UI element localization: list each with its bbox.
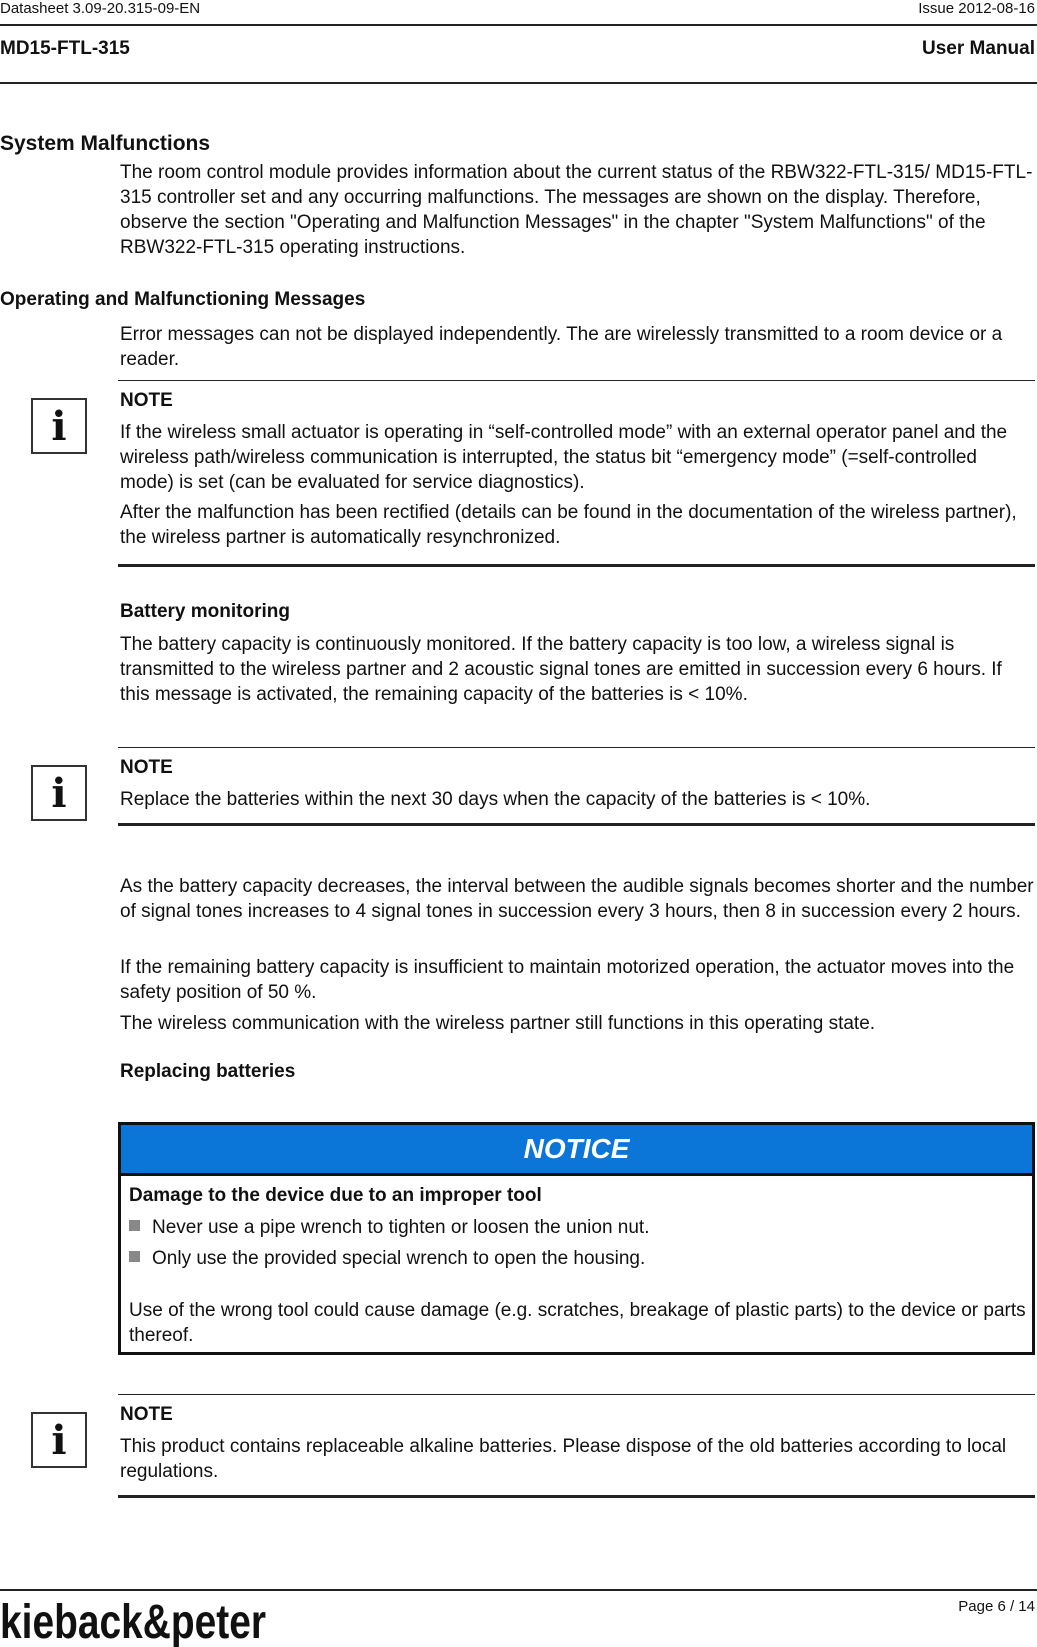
issue-date: Issue 2012-08-16 (918, 0, 1035, 17)
section-title-operating-messages: Operating and Malfunctioning Messages (0, 289, 366, 310)
notice-header: NOTICE (121, 1125, 1032, 1176)
note1-rule-bottom (118, 564, 1035, 567)
notice-heading: Damage to the device due to an improper tool (129, 1185, 542, 1206)
page-number: Page 6 / 14 (958, 1598, 1035, 1615)
note3-text: This product contains replaceable alkaline batteries. Please dispose of the old batteries according to local regulations. (120, 1436, 1007, 1482)
battery-details-text-1: As the battery capacity decreases, the interval between the audible signals becomes shorter and the number of signal tones increases to 4 signal tones in succession every 3 hours, then 8 in succession every 2 hours. (120, 876, 1034, 922)
header-rule-bottom (0, 82, 1037, 84)
info-icon: i (31, 1412, 87, 1468)
system-malfunctions-text: The room control module provides information about the current status of the RBW322-FTL-315/ MD15-FTL-315 controller set and any occurring malfunctions. The messages are shown on the display. Therefore, observe the section "Operating and Malfunction Messages" in the chapter "System Malfunctions" of the RBW322-FTL-315 operating instructions. (120, 162, 1033, 258)
note3-label: NOTE (120, 1404, 173, 1425)
operating-messages-text: Error messages can not be displayed independently. The are wirelessly transmitted to a room device or a reader. (120, 324, 1003, 370)
note1-rule-top (118, 380, 1035, 381)
info-icon: i (31, 398, 87, 454)
bullet-square-icon (129, 1251, 140, 1262)
note2-label: NOTE (120, 757, 173, 778)
document-type: User Manual (922, 38, 1035, 59)
datasheet-number: Datasheet 3.09-20.315-09-EN (0, 0, 201, 17)
notice-bullet: Never use a pipe wrench to tighten or loosen the union nut. (129, 1215, 650, 1240)
note1-label: NOTE (120, 390, 173, 411)
note2-text: Replace the batteries within the next 30 days when the capacity of the batteries is < 10%. (120, 789, 871, 810)
bullet-square-icon (129, 1220, 140, 1231)
battery-details-text-2: If the remaining battery capacity is insufficient to maintain motorized operation, the actuator moves into the safety position of 50 %. (120, 957, 1015, 1003)
note3-rule-bottom (118, 1495, 1035, 1498)
header-rule-top (0, 24, 1037, 26)
note1-text-2: After the malfunction has been rectified (details can be found in the documentation of the wireless partner), the wireless partner is automatically resynchronized. (120, 502, 1017, 548)
logo-text: kieback&peter (0, 1596, 266, 1647)
note1-text-1: If the wireless small actuator is operating in “self-controlled mode” with an external operator panel and the wireless path/wireless communication is interrupted, the status bit “emergency mode” (=self-controlled mode) is set (can be evaluated for service diagnostics). (120, 422, 1008, 493)
product-name: MD15-FTL-315 (0, 38, 130, 59)
info-icon: i (31, 765, 87, 821)
note2-rule-bottom (118, 823, 1035, 826)
section-title-battery-monitoring: Battery monitoring (120, 601, 290, 622)
kieback-peter-logo (0, 1592, 270, 1647)
notice-box (118, 1122, 1035, 1355)
note2-rule-top (118, 747, 1035, 748)
section-title-system-malfunctions: System Malfunctions (0, 132, 211, 155)
note3-rule-top (118, 1394, 1035, 1395)
notice-bullet: Only use the provided special wrench to open the housing. (129, 1246, 645, 1271)
battery-monitoring-text: The battery capacity is continuously monitored. If the battery capacity is too low, a wireless signal is transmitted to the wireless partner and 2 acoustic signal tones are emitted in succession every 6 hours. If this message is activated, the remaining capacity of the batteries is < 10%. (120, 634, 1002, 705)
notice-text: Use of the wrong tool could cause damage (e.g. scratches, breakage of plastic parts) to the device or parts thereof. (129, 1300, 1026, 1346)
battery-details-text-3: The wireless communication with the wireless partner still functions in this operating state. (120, 1013, 876, 1034)
section-title-replacing-batteries: Replacing batteries (120, 1061, 296, 1082)
footer-rule (0, 1589, 1037, 1591)
